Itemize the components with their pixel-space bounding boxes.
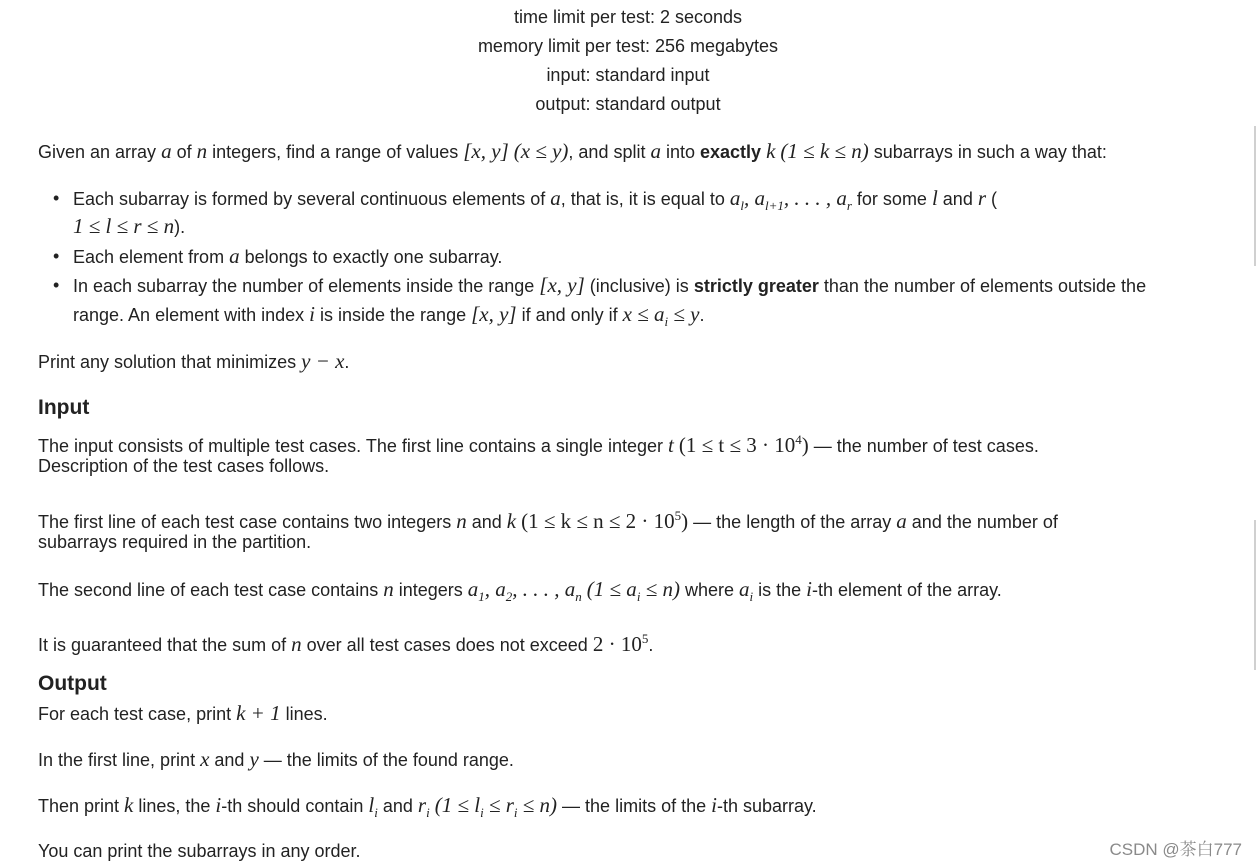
input-paragraph-2: The first line of each test case contains two integers n and k $(1 \le k \le n \le 2 \cdot 10^5)$ — the length of the array a and the number of — [38, 508, 1058, 533]
memory-limit: memory limit per test: 256 megabytes — [477, 36, 779, 56]
statement-paragraph: Given an array a of n integers, find a range of values [x, y] (x ≤ y), and split a into exactly k (1 ≤ k ≤ n) subarrays in such a way that: — [38, 139, 1107, 163]
bullet-dot-1: • — [53, 188, 60, 208]
input-paragraph-3: The second line of each test case contains n integers $a_1$, $a_2$, . . . , $a_n$ $(1 \le a_i \le n)$ where $a_i$ is the i-th element of the array. — [38, 577, 1002, 605]
input-paragraph-2-cont: subarrays required in the partition. — [38, 532, 312, 552]
print-any-paragraph: Print any solution that minimizes y − x. — [38, 349, 350, 373]
bullet-2: Each element from a belongs to exactly one subarray. — [73, 244, 503, 268]
bullet-3: In each subarray the number of elements inside the range [x, y] (inclusive) is strictly greater than the number of elements outside the — [73, 273, 1147, 297]
bullet-1: Each subarray is formed by several continuous elements of a, that is, it is equal to $a_l$, $a_{l+1}$, . . . , $a_r$ for some l and r ( — [73, 186, 998, 214]
bullet-dot-2: • — [53, 246, 60, 266]
bullet-dot-3: • — [53, 275, 60, 295]
output-spec: output: standard output — [535, 94, 721, 114]
bullet-3-cont: range. An element with index i is inside the range [x, y] if and only if $x \le a_i \le y$. — [73, 302, 705, 330]
output-paragraph-4: You can print the subarrays in any order. — [38, 841, 361, 861]
output-paragraph-3: Then print k lines, the i-th should contain $l_i$ and $r_i$ $(1 \le l_i \le r_i \le n)$ — the limits of the i-th subarray. — [38, 793, 817, 821]
time-limit: time limit per test: 2 seconds — [513, 7, 743, 27]
input-paragraph-1-cont: Description of the test cases follows. — [38, 456, 330, 476]
input-spec: input: standard input — [546, 65, 710, 85]
output-heading: Output — [38, 672, 107, 695]
output-paragraph-2: In the first line, print x and y — the limits of the found range. — [38, 747, 514, 771]
input-paragraph-1: The input consists of multiple test cases. The first line contains a single integer t $(1 \le t \le 3 \cdot 10^4)$ — the number of test cases. — [38, 432, 1039, 457]
input-heading: Input — [38, 396, 90, 419]
input-paragraph-4: It is guaranteed that the sum of n over all test cases does not exceed $2 \cdot 10^5$. — [38, 631, 654, 656]
output-paragraph-1: For each test case, print k + 1 lines. — [38, 701, 328, 725]
watermark: CSDN @茶白777 — [1109, 840, 1242, 859]
bullet-1-cont: 1 ≤ l ≤ r ≤ n). — [73, 214, 186, 238]
